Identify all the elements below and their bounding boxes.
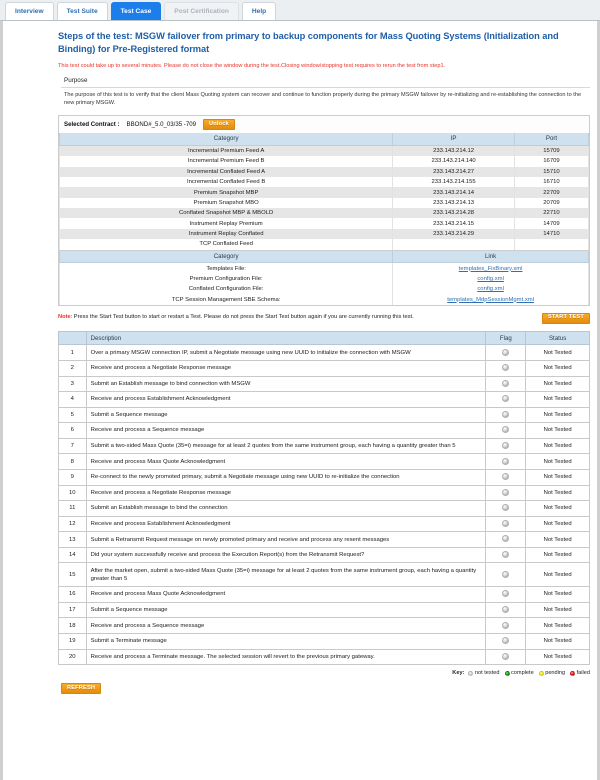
link-table <box>59 251 589 305</box>
link-cell-category: Conflated Configuration File: <box>60 284 393 294</box>
step-flag-cell[interactable] <box>486 618 526 634</box>
legend-item <box>539 670 565 676</box>
feed-cell-category: TCP Conflated Feed <box>60 239 393 249</box>
purpose-section <box>58 77 590 107</box>
feed-table-row <box>60 218 589 228</box>
table-row <box>59 633 590 649</box>
step-description: Re-connect to the newly promoted primary, submit a Negotiate message using new UUID to re-initialize the connection <box>86 470 486 486</box>
status-indicator-icon <box>502 426 509 433</box>
legend-item <box>468 670 499 676</box>
link-cell-category: TCP Session Management SBE Schema: <box>60 295 393 305</box>
step-description: Receive and process Mass Quote Acknowledgment <box>86 587 486 603</box>
feed-cell-port: 15709 <box>514 145 588 156</box>
status-indicator-icon <box>502 551 509 558</box>
step-number: 12 <box>59 516 87 532</box>
table-row <box>59 649 590 665</box>
feed-table-row <box>60 177 589 187</box>
legend-dot-icon <box>505 671 510 676</box>
steps-col-header: Flag <box>486 331 526 345</box>
table-row <box>59 454 590 470</box>
file-link[interactable]: config.xml <box>477 286 504 293</box>
main-tab-bar <box>0 0 600 21</box>
feed-cell-category: Conflated Snapshot MBP & MBOLD <box>60 208 393 218</box>
table-row <box>59 547 590 563</box>
note-prefix: Note <box>58 313 71 320</box>
step-description: Submit a Terminate message <box>86 633 486 649</box>
feed-table <box>59 133 589 250</box>
step-status: Not Tested <box>526 423 590 439</box>
step-description: Submit a Sequence message <box>86 407 486 423</box>
feed-cell-ip: 233.143.214.12 <box>393 145 515 156</box>
page-content <box>0 21 600 694</box>
step-description: Submit a Retransmit Request message on newly promoted primary and receive and process any resent messages <box>86 532 486 548</box>
step-status: Not Tested <box>526 563 590 587</box>
status-indicator-icon <box>502 442 509 449</box>
feed-cell-ip: 233.143.214.13 <box>393 198 515 208</box>
status-indicator-icon <box>502 380 509 387</box>
feed-cell-category: Incremental Premium Feed A <box>60 145 393 156</box>
feed-cell-port: 22709 <box>514 187 588 197</box>
step-flag-cell[interactable] <box>486 532 526 548</box>
unlock-button[interactable]: Unlock <box>203 119 235 130</box>
feed-cell-port: 16709 <box>514 156 588 166</box>
step-flag-cell[interactable] <box>486 454 526 470</box>
table-row <box>59 345 590 361</box>
step-number: 19 <box>59 633 87 649</box>
table-row <box>59 485 590 501</box>
step-status: Not Tested <box>526 407 590 423</box>
feed-table-header-row <box>60 133 589 145</box>
steps-col-header: Status <box>526 331 590 345</box>
feed-cell-ip: 233.143.214.29 <box>393 229 515 239</box>
legend-item <box>505 670 534 676</box>
step-number: 14 <box>59 547 87 563</box>
status-indicator-icon <box>502 571 509 578</box>
tab-test-suite[interactable]: Test Suite <box>57 2 108 20</box>
step-description: Receive and process Mass Quote Acknowledgment <box>86 454 486 470</box>
status-indicator-icon <box>502 489 509 496</box>
link-table-row <box>60 295 589 305</box>
feed-cell-port <box>514 239 588 249</box>
feed-cell-category: Incremental Conflated Feed B <box>60 177 393 187</box>
step-description: Over a primary MSGW connection IP, submit a Negotiate message using new UUID to initialize the connection with MSGW <box>86 345 486 361</box>
step-status: Not Tested <box>526 602 590 618</box>
step-number: 13 <box>59 532 87 548</box>
step-flag-cell[interactable] <box>486 392 526 408</box>
link-cell-category: Templates File: <box>60 263 393 274</box>
feed-cell-category: Incremental Conflated Feed A <box>60 167 393 177</box>
step-status: Not Tested <box>526 345 590 361</box>
feed-table-row <box>60 229 589 239</box>
feed-cell-ip: 233.143.214.27 <box>393 167 515 177</box>
selected-contract-value: BBOND#_5.0_03/35 -709 <box>126 121 196 129</box>
link-table-container <box>58 251 590 306</box>
step-flag-cell[interactable] <box>486 547 526 563</box>
step-flag-cell[interactable] <box>486 423 526 439</box>
step-flag-cell[interactable] <box>486 602 526 618</box>
feed-table-row <box>60 187 589 197</box>
feed-cell-port: 22710 <box>514 208 588 218</box>
feed-cell-ip: 233.143.214.155 <box>393 177 515 187</box>
table-row <box>59 602 590 618</box>
legend-label: Key: <box>452 670 465 677</box>
step-status: Not Tested <box>526 392 590 408</box>
status-indicator-icon <box>502 637 509 644</box>
file-link[interactable]: templates_MdpSessionMgmt.xml <box>447 296 535 303</box>
step-number: 18 <box>59 618 87 634</box>
link-cell-link <box>393 274 589 284</box>
legend-item <box>570 670 590 676</box>
test-steps-table <box>58 331 590 665</box>
step-number: 6 <box>59 423 87 439</box>
table-row <box>59 563 590 587</box>
link-table-row <box>60 263 589 274</box>
status-indicator-icon <box>502 458 509 465</box>
step-description: Did your system successfully receive and process the Execution Report(s) from the Retransmit Request? <box>86 547 486 563</box>
step-status: Not Tested <box>526 454 590 470</box>
start-test-note-row <box>58 313 590 324</box>
status-indicator-icon <box>502 349 509 356</box>
table-row <box>59 392 590 408</box>
test-warning-message: This test could take up to several minutes. Please do not close the window during the test.Closing window/stopping test requires to rerun the test from step1. <box>58 63 446 70</box>
step-flag-cell[interactable] <box>486 485 526 501</box>
link-col-header: Link <box>393 251 589 263</box>
step-number: 17 <box>59 602 87 618</box>
refresh-button-wrap <box>61 683 590 694</box>
step-flag-cell[interactable] <box>486 563 526 587</box>
feed-cell-ip <box>393 239 515 249</box>
feed-cell-category: Premium Snapshot MBO <box>60 198 393 208</box>
step-status: Not Tested <box>526 649 590 665</box>
steps-num-header <box>59 331 87 345</box>
table-row <box>59 516 590 532</box>
feed-table-row <box>60 145 589 156</box>
step-description: Receive and process a Sequence message <box>86 618 486 634</box>
table-row <box>59 423 590 439</box>
status-indicator-icon <box>502 653 509 660</box>
status-indicator-icon <box>502 520 509 527</box>
feed-cell-port: 14709 <box>514 218 588 228</box>
steps-col-header: Description <box>86 331 486 345</box>
step-description: Receive and process Establishment Acknowledgment <box>86 392 486 408</box>
step-flag-cell[interactable] <box>486 438 526 454</box>
link-table-header-row <box>60 251 589 263</box>
file-link[interactable]: templates_FixBinary.xml <box>458 265 523 272</box>
feed-table-row <box>60 198 589 208</box>
feed-cell-port: 16710 <box>514 177 588 187</box>
status-indicator-icon <box>502 411 509 418</box>
step-number: 15 <box>59 563 87 587</box>
note-body: : Press the Start Test button to start or restart a Test. Please do not press the Start Test button again if you are currently running this test. <box>70 313 414 320</box>
feed-col-header: IP <box>393 133 515 145</box>
step-flag-cell[interactable] <box>486 407 526 423</box>
step-number: 3 <box>59 376 87 392</box>
feed-table-container <box>58 133 590 251</box>
feed-table-row <box>60 239 589 249</box>
step-status: Not Tested <box>526 547 590 563</box>
table-row <box>59 438 590 454</box>
step-status: Not Tested <box>526 633 590 649</box>
table-row <box>59 587 590 603</box>
step-description: Submit an Establish message to bind connection with MSGW <box>86 376 486 392</box>
step-flag-cell[interactable] <box>486 470 526 486</box>
status-indicator-icon <box>502 473 509 480</box>
legend-item-label: failed <box>576 670 590 677</box>
feed-table-row <box>60 167 589 177</box>
table-row <box>59 407 590 423</box>
step-flag-cell[interactable] <box>486 501 526 517</box>
link-cell-link <box>393 263 589 274</box>
status-indicator-icon <box>502 535 509 542</box>
step-number: 5 <box>59 407 87 423</box>
link-cell-category: Premium Configuration File: <box>60 274 393 284</box>
steps-header-row <box>59 331 590 345</box>
feed-cell-port: 20709 <box>514 198 588 208</box>
step-flag-cell[interactable] <box>486 345 526 361</box>
step-number: 9 <box>59 470 87 486</box>
step-status: Not Tested <box>526 360 590 376</box>
legend-item-label: not tested <box>474 670 500 677</box>
table-row <box>59 470 590 486</box>
legend-item-label: complete <box>511 670 534 677</box>
feed-cell-ip: 233.143.214.28 <box>393 208 515 218</box>
feed-cell-category: Instrument Replay Premium <box>60 218 393 228</box>
tab-help[interactable]: Help <box>242 2 276 20</box>
step-number: 4 <box>59 392 87 408</box>
link-cell-link <box>393 284 589 294</box>
step-flag-cell[interactable] <box>486 633 526 649</box>
table-row <box>59 532 590 548</box>
legend-dot-icon <box>570 671 575 676</box>
status-indicator-icon <box>502 590 509 597</box>
step-description: Receive and process a Negotiate Response message <box>86 360 486 376</box>
step-number: 2 <box>59 360 87 376</box>
step-status: Not Tested <box>526 376 590 392</box>
feed-table-row <box>60 156 589 166</box>
status-indicator-icon <box>502 364 509 371</box>
tab-post-certification: Post Certification <box>164 2 239 20</box>
step-flag-cell[interactable] <box>486 587 526 603</box>
feed-cell-port: 14710 <box>514 229 588 239</box>
feed-cell-ip: 233.143.214.140 <box>393 156 515 166</box>
step-number: 16 <box>59 587 87 603</box>
purpose-text: The purpose of this test is to verify that the client Mass Quoting system can recover and continue to function properly during the primary MSGW failover by re-initializing and re-establishing the connection to the new primary MSGW. <box>64 92 582 107</box>
step-flag-cell[interactable] <box>486 376 526 392</box>
step-description: Receive and process Establishment Acknowledgment <box>86 516 486 532</box>
status-indicator-icon <box>502 395 509 402</box>
step-flag-cell[interactable] <box>486 360 526 376</box>
tab-interview[interactable]: Interview <box>5 2 54 20</box>
step-number: 10 <box>59 485 87 501</box>
step-description: Submit an Establish message to bind the connection <box>86 501 486 517</box>
feed-cell-ip: 233.143.214.15 <box>393 218 515 228</box>
step-status: Not Tested <box>526 618 590 634</box>
left-edge-border <box>0 0 3 780</box>
link-table-row <box>60 284 589 294</box>
step-status: Not Tested <box>526 532 590 548</box>
step-description: Submit a two-sided Mass Quote (35=i) message for at least 2 quotes from the same instrument group, each having a quantity greater than 5 <box>86 438 486 454</box>
table-row <box>59 618 590 634</box>
feed-cell-category: Premium Snapshot MBP <box>60 187 393 197</box>
step-flag-cell[interactable] <box>486 516 526 532</box>
legend-item-label: pending <box>545 670 566 677</box>
step-number: 20 <box>59 649 87 665</box>
step-status: Not Tested <box>526 516 590 532</box>
step-number: 1 <box>59 345 87 361</box>
feed-cell-ip: 233.143.214.14 <box>393 187 515 197</box>
status-indicator-icon <box>502 622 509 629</box>
link-table-row <box>60 274 589 284</box>
step-number: 7 <box>59 438 87 454</box>
step-description: Receive and process a Negotiate Response message <box>86 485 486 501</box>
feed-cell-port: 15710 <box>514 167 588 177</box>
step-status: Not Tested <box>526 501 590 517</box>
start-test-note <box>58 313 534 321</box>
legend-dot-icon <box>468 671 473 676</box>
status-indicator-icon <box>502 606 509 613</box>
table-row <box>59 501 590 517</box>
feed-cell-category: Instrument Replay Conflated <box>60 229 393 239</box>
link-cell-link <box>393 295 589 305</box>
page-title: Steps of the test: MSGW failover from primary to backup components for Mass Quoting Systems (Initialization and Binding) for Pre-Registered format <box>58 31 559 54</box>
step-description: After the market open, submit a two-sided Mass Quote (35=i) message for at least 2 quotes from the same instrument group, each having a quantity greater than 5 <box>86 563 486 587</box>
file-link[interactable]: config.xml <box>477 275 504 282</box>
feed-col-header: Category <box>60 133 393 145</box>
link-col-header: Category <box>60 251 393 263</box>
table-row <box>59 360 590 376</box>
step-flag-cell[interactable] <box>486 649 526 665</box>
table-row <box>59 376 590 392</box>
status-legend <box>58 670 590 676</box>
step-status: Not Tested <box>526 470 590 486</box>
step-description: Submit a Sequence message <box>86 602 486 618</box>
step-description: Receive and process a Terminate message. The selected session will revert to the previous primary gateway. <box>86 649 486 665</box>
tab-test-case[interactable]: Test Case <box>111 2 162 20</box>
step-status: Not Tested <box>526 587 590 603</box>
start-test-button[interactable]: START TEST <box>542 313 590 324</box>
legend-dot-icon <box>539 671 544 676</box>
selected-contract-bar <box>58 115 590 133</box>
step-status: Not Tested <box>526 485 590 501</box>
step-description: Receive and process a Sequence message <box>86 423 486 439</box>
status-indicator-icon <box>502 504 509 511</box>
step-number: 11 <box>59 501 87 517</box>
step-number: 8 <box>59 454 87 470</box>
feed-col-header: Port <box>514 133 588 145</box>
step-status: Not Tested <box>526 438 590 454</box>
feed-cell-category: Incremental Premium Feed B <box>60 156 393 166</box>
purpose-heading: Purpose <box>61 77 590 88</box>
selected-contract-label: Selected Contract : <box>64 121 120 129</box>
refresh-button[interactable]: REFRESH <box>61 683 101 694</box>
feed-table-row <box>60 208 589 218</box>
